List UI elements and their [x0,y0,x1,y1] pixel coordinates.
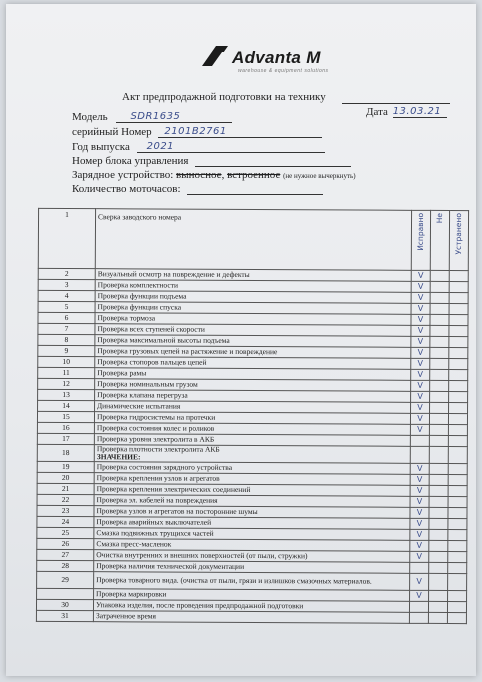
row-check-not[interactable] [429,518,448,529]
row-check-not[interactable] [429,529,448,540]
row-task-text: Проверка узлов и агрегатов на посторонние шумы [96,506,258,517]
row-number: 1 [38,208,95,268]
row-number: 20 [37,472,94,483]
row-number: 22 [37,494,94,505]
year-value: 2021 [146,141,175,152]
row-check-fixed[interactable] [448,563,467,574]
charger-field: Зарядное устройство: выносное, встроенное (не нужное вычеркнуть) [72,169,356,181]
row-number: 19 [37,461,94,472]
row-task-text: Проверка комплектности [97,280,179,290]
row-check-fixed[interactable] [449,271,468,282]
row-number: 12 [38,378,95,389]
row-check-ok[interactable]: V [410,590,429,601]
charger-label: Зарядное устройство: [72,169,174,181]
row-check-not[interactable] [430,303,449,314]
row-check-ok[interactable]: V [410,413,429,424]
row-check-not[interactable] [428,612,447,623]
row-check-fixed[interactable] [448,541,467,552]
row-task-text: Проверка состояния зарядного устройства [96,462,233,472]
row-check-ok[interactable]: V [411,314,430,325]
row-check-fixed[interactable] [449,282,468,293]
row-number: 18 [37,444,94,461]
row-check-fixed[interactable] [448,530,467,541]
charger-option-builtin: встроенное [227,169,281,181]
row-number: 30 [36,599,93,610]
row-task-text: Проверка эл. кабелей на повреждения [96,495,218,505]
row-number: 7 [38,323,95,334]
checklist-table [36,208,469,624]
row-number: 11 [38,367,95,378]
brand-logo-icon [200,44,230,68]
row-check-fixed[interactable] [449,315,468,326]
row-number: 29 [37,571,94,588]
year-field [72,140,325,153]
row-task [94,572,410,591]
row-check-fixed[interactable] [448,425,467,436]
row-number: 16 [37,422,94,433]
row-task-text: Проверка гидросистемы на протечки [96,412,216,422]
row-number: 24 [37,516,94,527]
serial-label: серийный Номер [72,126,152,138]
row-check-fixed[interactable] [448,436,467,447]
control-unit-line [195,156,351,167]
row-task-text: Проверка состояния колес и роликов [96,423,215,433]
row-check-ok[interactable]: V [410,485,429,496]
row-check-not[interactable] [429,551,448,562]
row-number: 8 [38,334,95,345]
row-check-ok[interactable]: V [410,424,429,435]
row-task [94,445,410,464]
row-number: 10 [38,356,95,367]
row-check-fixed[interactable] [448,447,467,464]
row-task [95,269,411,282]
row-task-text: Затраченное время [95,611,157,621]
row-task-text: Проверка уровня электролита в АКБ [96,434,215,444]
row-check-fixed[interactable] [449,304,468,315]
row-number: 13 [38,389,95,400]
row-check-ok[interactable]: V [411,358,430,369]
row-number: 6 [38,312,95,323]
row-check-fixed[interactable] [449,337,468,348]
row-check-fixed[interactable] [447,613,466,624]
row-check-not[interactable] [430,347,449,358]
row-task: Сверка заводского номера [95,209,411,271]
date-label: Дата [366,106,388,118]
checklist-header-row [38,208,468,270]
row-task-text: Визуальный осмотр на повреждение и дефекты [97,269,250,279]
row-check-not[interactable] [429,463,448,474]
row-number: 28 [37,560,94,571]
row-check-fixed[interactable] [448,552,467,563]
row-task [95,324,411,337]
row-check-fixed[interactable] [449,359,468,370]
row-check-not[interactable] [430,281,449,292]
row-task-text: Проверка всех ступеней скорости [97,324,205,334]
engine-hours-label: Количество моточасов: [72,183,181,195]
row-check-ok[interactable]: V [411,369,430,380]
row-check-ok[interactable] [409,612,428,623]
row-check-fixed[interactable] [448,464,467,475]
row-task-text: Проверка функции подъема [97,291,187,301]
model-field [72,110,232,123]
row-check-ok[interactable] [410,446,429,463]
row-check-ok[interactable]: V [410,496,429,507]
row-task-text: Проверка максимальной высоты подъема [97,335,230,345]
serial-value-line [158,125,322,138]
row-number: 21 [37,483,94,494]
row-task-text: Проверка номинальным грузом [97,379,198,389]
title-underline [342,103,450,104]
row-check-ok[interactable] [410,562,429,573]
row-check-not[interactable] [429,485,448,496]
row-number: 15 [37,411,94,422]
row-check-not[interactable] [430,358,449,369]
row-number: 5 [38,301,95,312]
row-check-ok[interactable]: V [411,402,430,413]
row-check-fixed[interactable] [448,414,467,425]
row-number: 23 [37,505,94,516]
document-title: Акт предпродажной подготовки на технику [122,91,326,103]
row-check-fixed[interactable] [449,392,468,403]
row-check-fixed[interactable] [448,475,467,486]
row-task-text: Проверка тормоза [97,313,156,323]
row-check-fixed[interactable] [448,486,467,497]
checklist-body [36,208,468,623]
row-number: 3 [38,279,95,290]
row-task-text: Проверка крепления электрических соединений [96,484,251,494]
row-task-text: Проверка наличия технической документации [96,561,245,571]
row-task [94,561,410,574]
row-check-ok[interactable]: V [410,518,429,529]
row-check-not[interactable] [430,336,449,347]
row-check-not[interactable] [429,562,448,573]
row-check-fixed[interactable] [448,591,467,602]
column-fixed-header [449,211,468,271]
row-number: 26 [37,538,94,549]
row-check-fixed[interactable] [448,519,467,530]
row-check-fixed[interactable] [449,370,468,381]
row-check-not[interactable] [430,325,449,336]
row-check-ok[interactable]: V [411,270,430,281]
row-check-not[interactable] [429,424,448,435]
row-check-fixed[interactable] [448,508,467,519]
control-unit-field [72,155,351,167]
date-value-line [393,105,447,118]
year-value-line [137,140,325,153]
row-check-not[interactable] [429,446,448,463]
row-task [93,611,409,624]
row-check-not[interactable] [430,314,449,325]
engine-hours-field [72,183,323,195]
row-check-fixed[interactable] [448,497,467,508]
row-check-not[interactable] [429,435,448,446]
row-check-ok[interactable]: V [411,303,430,314]
row-check-not[interactable] [429,573,448,590]
row-check-ok[interactable]: V [410,529,429,540]
control-unit-label: Номер блока управления [72,155,189,167]
charger-note: (не нужное вычеркнуть) [283,172,356,180]
engine-hours-line [187,184,323,195]
column-not-label: Не [435,212,445,224]
row-check-ok[interactable]: V [411,325,430,336]
row-check-ok[interactable]: V [411,380,430,391]
row-check-not[interactable] [430,270,449,281]
row-check-not[interactable] [429,590,448,601]
column-fixed-label: Устранено [453,213,464,255]
row-task [95,280,411,293]
row-task [95,291,411,304]
brand-tagline: warehouse & equipment solutions [238,68,329,74]
model-label: Модель [72,111,108,123]
row-check-fixed[interactable] [448,574,467,591]
row-check-ok[interactable] [410,435,429,446]
row-task-text: Проверка рамы [97,368,147,378]
charger-option-external: выносное [176,169,222,181]
row-task-text: Проверка стопоров пальцев цепей [97,357,207,367]
row-check-not[interactable] [430,402,449,413]
brand-name: Advanta M [232,48,321,67]
row-number: 9 [38,345,95,356]
document-sheet [6,4,476,676]
table-row [36,610,466,623]
row-number [37,588,94,599]
row-check-fixed[interactable] [449,348,468,359]
row-check-fixed[interactable] [449,381,468,392]
row-value-label: ЗНАЧЕНИЕ: [96,452,141,462]
serial-value: 2101B2761 [164,126,227,137]
column-ok-header [411,210,430,270]
column-ok-label: Исправно [415,212,426,251]
row-check-ok[interactable]: V [411,391,430,402]
row-number: 31 [36,610,93,621]
row-task-text: Смазка подвижных трущихся частей [96,528,214,538]
serial-field [72,125,322,138]
row-check-ok[interactable]: V [411,347,430,358]
row-check-not[interactable] [429,496,448,507]
row-check-fixed[interactable] [449,293,468,304]
row-check-not[interactable] [429,507,448,518]
table-row [37,444,467,463]
row-task [95,302,411,315]
row-check-not[interactable] [430,369,449,380]
row-task-text: Упаковка изделия, после проведения предпродажной подготовки [95,600,304,611]
row-check-not[interactable] [430,391,449,402]
row-number: 25 [37,527,94,538]
row-number: 4 [38,290,95,301]
row-check-ok[interactable]: V [410,551,429,562]
row-check-ok[interactable]: V [411,281,430,292]
model-value: SDR1635 [130,111,181,122]
row-check-not[interactable] [429,540,448,551]
row-task-text: Динамические испытания [97,401,181,411]
row-task-text: Проверка функции спуска [97,302,182,312]
row-task-text: Проверка крепления узлов и агрегатов [96,473,220,483]
row-check-fixed[interactable] [449,403,468,414]
date-value: 13.03.21 [392,106,442,117]
row-check-not[interactable] [430,380,449,391]
model-value-line [116,110,232,123]
row-task-text: Проверка плотности электролита АКБ [96,444,220,454]
row-task-text: Проверка аварийных выключателей [96,517,212,527]
row-check-ok[interactable]: V [410,540,429,551]
row-number: 17 [37,433,94,444]
row-check-ok[interactable]: V [410,507,429,518]
row-task-text: Очистка внутренних и внешних поверхностей (от пыли, стружки) [96,550,308,561]
row-number: 2 [38,268,95,279]
row-check-not[interactable] [429,474,448,485]
row-check-fixed[interactable] [447,602,466,613]
row-check-not[interactable] [430,292,449,303]
row-check-not[interactable] [429,413,448,424]
row-check-ok[interactable]: V [411,292,430,303]
year-label: Год выпуска [72,141,130,153]
column-not-header [430,210,449,270]
row-task-text: Проверка клапана перегруза [97,390,188,400]
row-number: 14 [38,400,95,411]
row-task-text: Проверка товарного вида. (очистка от пыли, грязи и излишков смазочных материалов. [96,575,372,586]
row-check-fixed[interactable] [449,326,468,337]
row-check-ok[interactable]: V [410,474,429,485]
date-field [366,105,447,118]
brand-logo [200,44,321,68]
row-task-text: Проверка маркировки [96,589,167,599]
row-task-text: Смазка пресс-масленок [96,539,172,549]
row-check-ok[interactable]: V [410,463,429,474]
row-check-not[interactable] [428,601,447,612]
row-number: 27 [37,549,94,560]
row-check-ok[interactable] [409,601,428,612]
row-task [95,313,411,326]
row-check-ok[interactable]: V [411,336,430,347]
row-check-ok[interactable]: V [410,573,429,590]
row-task-text: Проверка грузовых цепей на растяжение и повреждение [97,346,278,357]
